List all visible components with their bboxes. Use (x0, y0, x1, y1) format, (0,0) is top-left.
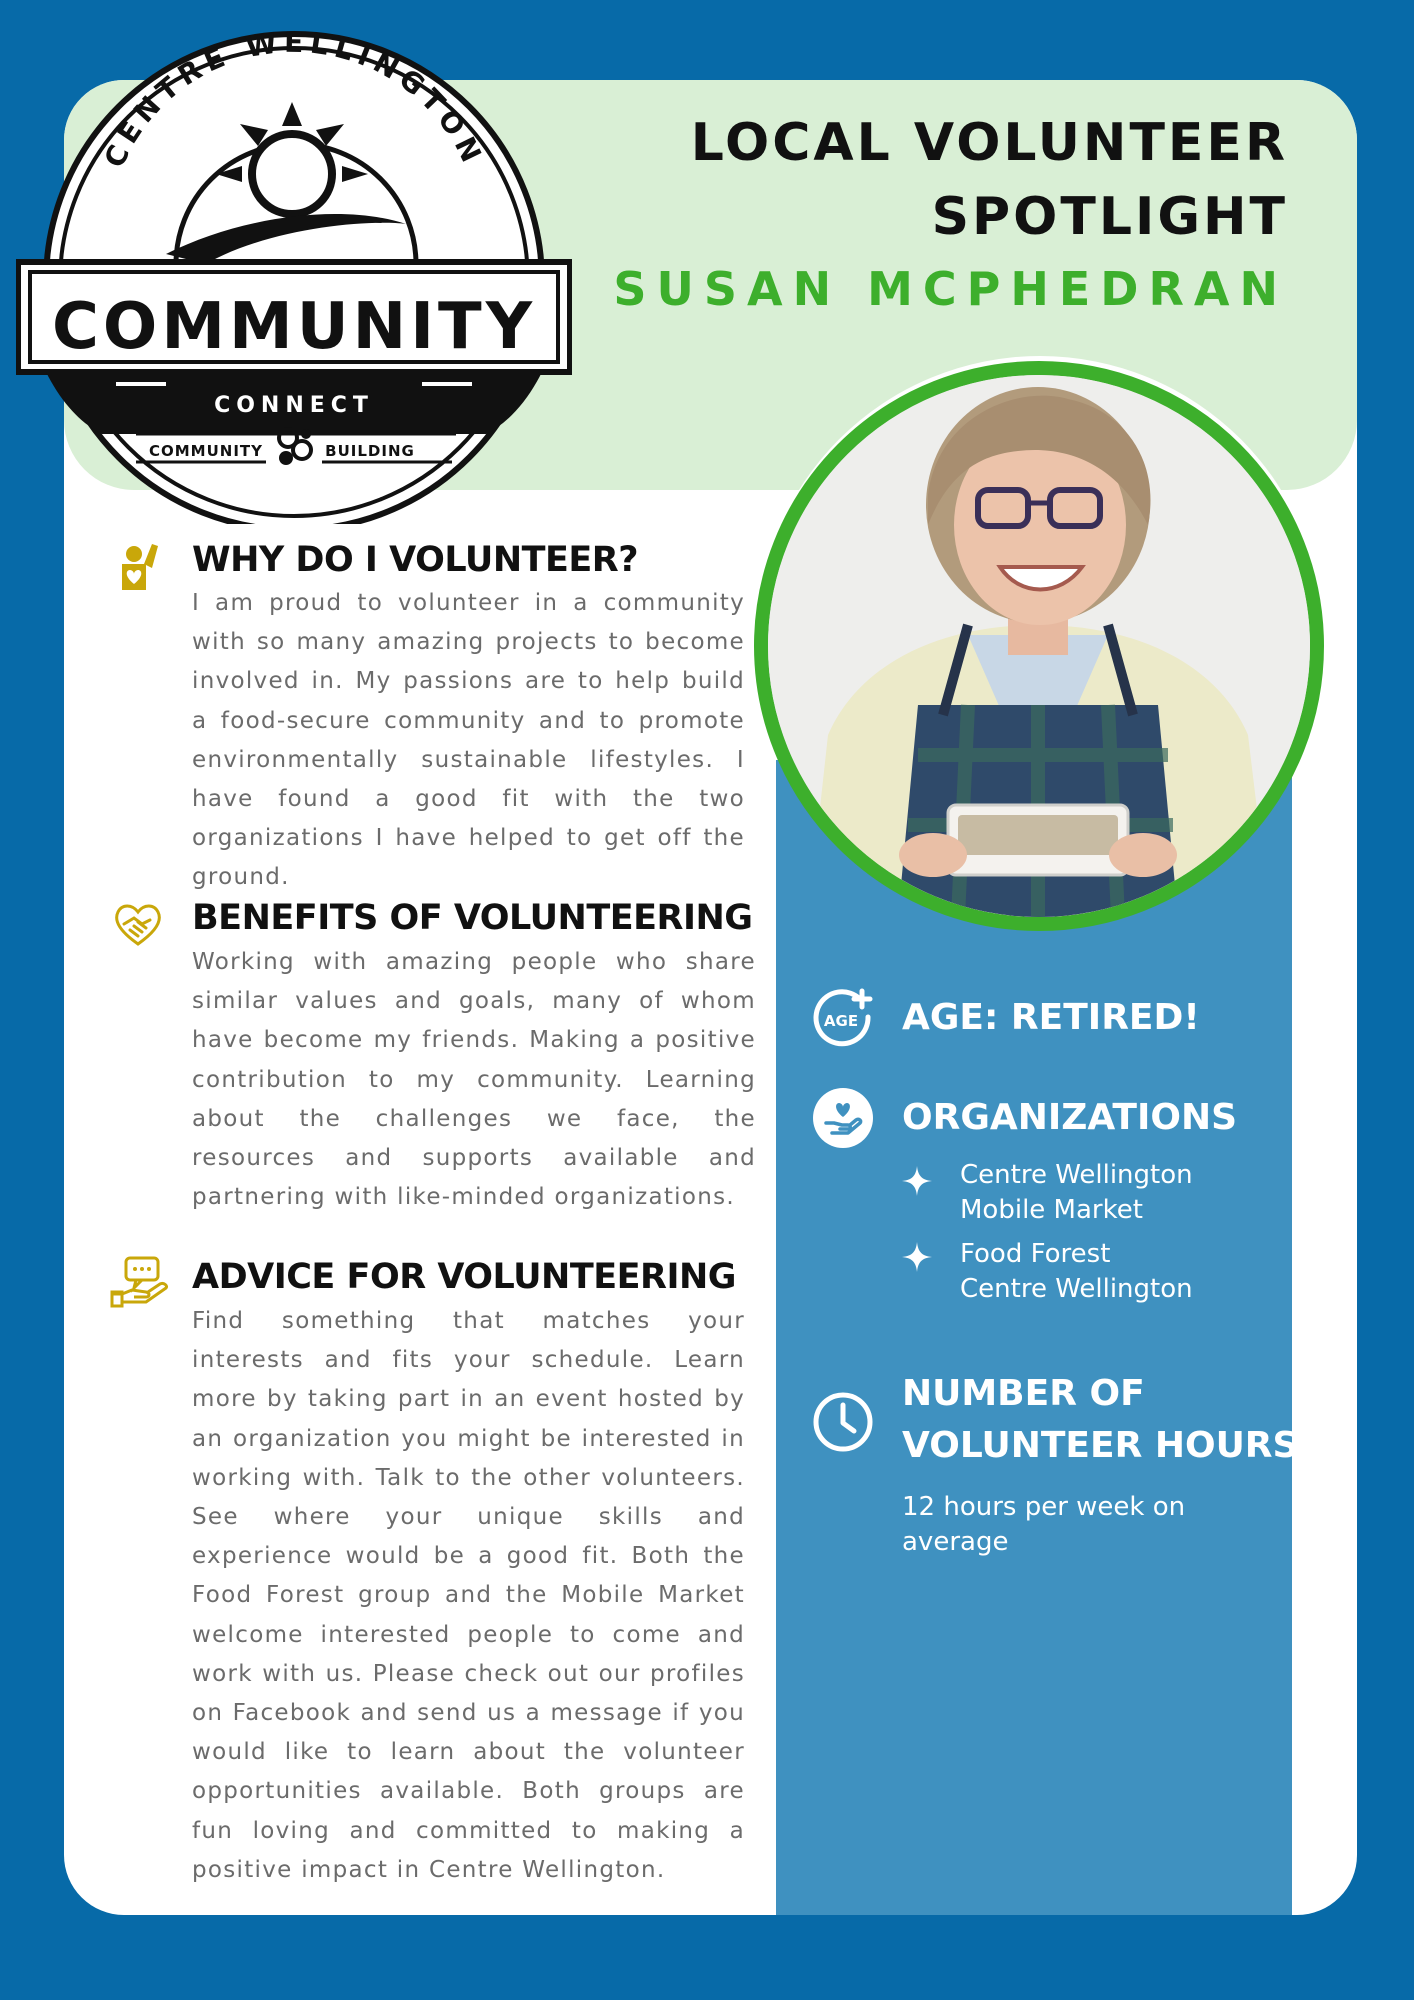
hours-heading-line-1: NUMBER OF (902, 1373, 1145, 1414)
info-sidebar (776, 760, 1292, 1915)
community-connect-logo (16, 14, 572, 524)
handshake-heart-icon (112, 898, 164, 950)
title-line-1: LOCAL VOLUNTEER (690, 113, 1288, 173)
sparkle-icon (900, 1240, 934, 1274)
hours-heading-line-2: VOLUNTEER HOURS (902, 1425, 1299, 1466)
logo-left-tag: COMMUNITY (148, 442, 264, 460)
section-benefits-heading: BENEFITS OF VOLUNTEERING (192, 898, 753, 938)
volunteer-photo (754, 361, 1324, 931)
age-badge-icon (812, 987, 874, 1049)
section-benefits-body: Working with amazing people who share similar values and goals, many of whom have become my friends. Making a positive contribution to my community. Learning about the challenges we face, the resources and supports available and partnering with like-minded organizations. (192, 949, 756, 1211)
organizations-heading: ORGANIZATIONS (902, 1097, 1238, 1138)
logo-arc-text: CENTRE WELLINGTON (97, 25, 491, 173)
hand-speech-bubble-icon (110, 1256, 170, 1308)
hours-value-line-2: average (902, 1527, 1009, 1557)
raised-hand-heart-icon (112, 540, 164, 592)
volunteer-name: SUSAN MCPHEDRAN (613, 262, 1288, 316)
hours-value-line-1: 12 hours per week on (902, 1492, 1186, 1522)
hand-heart-icon (812, 1087, 874, 1149)
organization-item (960, 1237, 1193, 1307)
hours-value (902, 1490, 1185, 1560)
section-advice-heading: ADVICE FOR VOLUNTEERING (192, 1257, 737, 1297)
title-line-2: SPOTLIGHT (931, 187, 1288, 247)
organization-line: Centre Wellington (960, 1160, 1193, 1190)
clock-icon (812, 1391, 874, 1453)
page-title (691, 106, 1288, 254)
hours-heading (902, 1368, 1298, 1472)
age-label: AGE: RETIRED! (902, 997, 1200, 1038)
sparkle-icon (900, 1164, 934, 1198)
organization-line: Mobile Market (960, 1195, 1143, 1225)
portrait-illustration (768, 375, 1310, 917)
logo-sub-text: CONNECT (214, 393, 374, 418)
organization-line: Centre Wellington (960, 1274, 1193, 1304)
organization-line: Food Forest (960, 1239, 1111, 1269)
logo-right-tag: BUILDING (325, 442, 415, 460)
svg-text:AGE: AGE (823, 1012, 859, 1030)
section-why-body: I am proud to volunteer in a community with so many amazing projects to become involved in. My passions are to help build a food-secure community and to promote environmentally sustainable lifestyles. I have found a good fit with the two organizations I have helped to get off the ground. (192, 590, 745, 891)
organization-item (960, 1158, 1193, 1228)
section-why-heading: WHY DO I VOLUNTEER? (192, 540, 639, 580)
logo-main-text: COMMUNITY (51, 290, 537, 364)
section-advice-body: Find something that matches your interests and fits your schedule. Learn more by taking part in an event hosted by an organization you might be interested in working with. Talk to the other volunteers. See where your unique skills and experience would be a good fit. Both the Food Forest group and the Mobile Market welcome interested people to come and work with us. Please check out our profiles on Facebook and send us a message if you would like to learn about the volunteer opportunities available. Both groups are fun loving and committed to making a positive impact in Centre Wellington. (192, 1308, 745, 1883)
